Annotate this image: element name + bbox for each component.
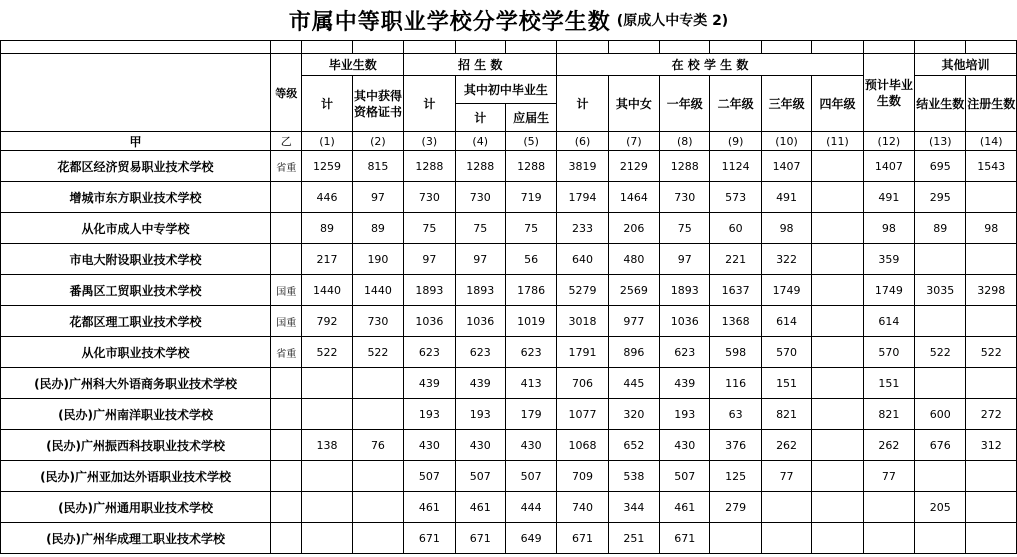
data-cell <box>812 523 863 554</box>
data-cell: 815 <box>352 151 403 182</box>
header-expected: 预计毕业生数 <box>863 54 914 132</box>
data-cell: 821 <box>863 399 914 430</box>
data-cell: 75 <box>505 213 556 244</box>
data-cell <box>761 523 811 554</box>
school-name: 从化市职业技术学校 <box>1 337 271 368</box>
data-cell: 706 <box>557 368 608 399</box>
school-level: 国重 <box>271 275 302 306</box>
data-cell: 573 <box>710 182 761 213</box>
data-cell: 1440 <box>352 275 403 306</box>
data-cell: 480 <box>608 244 659 275</box>
data-cell: 821 <box>761 399 811 430</box>
data-cell: 193 <box>455 399 505 430</box>
data-cell <box>966 244 1017 275</box>
page-title <box>0 0 1017 40</box>
data-cell <box>966 182 1017 213</box>
data-cell: 151 <box>761 368 811 399</box>
data-cell: 193 <box>404 399 455 430</box>
data-cell <box>710 523 761 554</box>
data-cell: 977 <box>608 306 659 337</box>
data-cell: 125 <box>710 461 761 492</box>
school-level <box>271 399 302 430</box>
data-cell: 2569 <box>608 275 659 306</box>
data-cell: 1036 <box>660 306 710 337</box>
data-cell: 1749 <box>761 275 811 306</box>
data-cell: 89 <box>302 213 352 244</box>
data-cell: 89 <box>915 213 966 244</box>
data-cell: 430 <box>404 430 455 461</box>
data-cell: 430 <box>660 430 710 461</box>
column-number: (3) <box>404 132 455 151</box>
school-level <box>271 244 302 275</box>
data-cell: 538 <box>608 461 659 492</box>
column-number: (14) <box>966 132 1017 151</box>
data-cell <box>761 492 811 523</box>
data-cell: 221 <box>710 244 761 275</box>
data-cell <box>966 306 1017 337</box>
data-cell: 598 <box>710 337 761 368</box>
data-cell: 3035 <box>915 275 966 306</box>
data-cell: 439 <box>455 368 505 399</box>
school-level <box>271 430 302 461</box>
data-cell <box>915 368 966 399</box>
school-level <box>271 492 302 523</box>
data-cell: 76 <box>352 430 403 461</box>
data-cell: 77 <box>863 461 914 492</box>
data-cell: 623 <box>455 337 505 368</box>
data-cell: 649 <box>505 523 556 554</box>
header-grade3: 三年级 <box>761 76 811 132</box>
data-cell: 507 <box>404 461 455 492</box>
data-cell <box>812 151 863 182</box>
data-cell: 205 <box>915 492 966 523</box>
data-cell: 262 <box>863 430 914 461</box>
school-name: (民办)广州南洋职业技术学校 <box>1 399 271 430</box>
data-cell <box>966 492 1017 523</box>
data-cell: 623 <box>404 337 455 368</box>
header-row-1 <box>1 54 1017 76</box>
header-grade4: 四年级 <box>812 76 863 132</box>
data-cell: 279 <box>710 492 761 523</box>
data-cell: 1124 <box>710 151 761 182</box>
data-cell: 461 <box>404 492 455 523</box>
data-cell <box>812 213 863 244</box>
header-graduates: 毕业生数 <box>302 54 404 76</box>
school-name: 市电大附设职业技术学校 <box>1 244 271 275</box>
data-cell <box>812 244 863 275</box>
data-cell: 522 <box>302 337 352 368</box>
data-cell: 430 <box>505 430 556 461</box>
header-registered: 注册生数 <box>966 76 1017 132</box>
data-cell: 671 <box>455 523 505 554</box>
data-cell: 709 <box>557 461 608 492</box>
data-cell: 491 <box>761 182 811 213</box>
column-number: (5) <box>505 132 556 151</box>
data-cell: 507 <box>455 461 505 492</box>
data-cell: 233 <box>557 213 608 244</box>
data-cell: 97 <box>404 244 455 275</box>
data-cell: 251 <box>608 523 659 554</box>
data-cell <box>352 461 403 492</box>
data-cell: 77 <box>761 461 811 492</box>
table-row <box>1 151 1017 182</box>
data-cell: 413 <box>505 368 556 399</box>
data-cell: 75 <box>660 213 710 244</box>
data-cell: 671 <box>404 523 455 554</box>
data-cell <box>812 430 863 461</box>
header-qualified: 其中获得资格证书 <box>352 76 403 132</box>
data-cell: 1543 <box>966 151 1017 182</box>
school-name: (民办)广州华成理工职业技术学校 <box>1 523 271 554</box>
header-enroll-total: 计 <box>404 76 455 132</box>
data-cell <box>352 399 403 430</box>
column-number: (13) <box>915 132 966 151</box>
data-cell <box>812 275 863 306</box>
school-level <box>271 461 302 492</box>
data-cell: 98 <box>863 213 914 244</box>
data-cell: 2129 <box>608 151 659 182</box>
data-cell <box>915 306 966 337</box>
data-cell: 3298 <box>966 275 1017 306</box>
data-cell: 89 <box>352 213 403 244</box>
data-cell: 60 <box>710 213 761 244</box>
data-cell <box>812 492 863 523</box>
header-junior-grads: 其中初中毕业生 <box>455 76 557 104</box>
header-yi: 乙 <box>271 132 302 151</box>
column-number: (7) <box>608 132 659 151</box>
data-cell: 151 <box>863 368 914 399</box>
data-cell: 570 <box>863 337 914 368</box>
data-cell: 322 <box>761 244 811 275</box>
data-cell <box>966 368 1017 399</box>
data-cell: 138 <box>302 430 352 461</box>
school-level <box>271 182 302 213</box>
data-cell: 461 <box>455 492 505 523</box>
data-cell: 3018 <box>557 306 608 337</box>
data-cell: 1407 <box>761 151 811 182</box>
data-cell: 719 <box>505 182 556 213</box>
data-cell: 75 <box>455 213 505 244</box>
data-cell <box>812 306 863 337</box>
student-table <box>0 40 1017 554</box>
header-junior-total: 计 <box>455 104 505 132</box>
table-row <box>1 492 1017 523</box>
data-cell: 570 <box>761 337 811 368</box>
data-cell: 507 <box>505 461 556 492</box>
data-cell: 98 <box>761 213 811 244</box>
data-cell <box>812 182 863 213</box>
data-cell: 730 <box>352 306 403 337</box>
data-cell: 439 <box>660 368 710 399</box>
column-number: (4) <box>455 132 505 151</box>
school-level: 省重 <box>271 337 302 368</box>
school-name: 从化市成人中专学校 <box>1 213 271 244</box>
data-cell <box>915 523 966 554</box>
data-cell: 1288 <box>660 151 710 182</box>
header-grad-total: 计 <box>302 76 352 132</box>
header-grade1: 一年级 <box>660 76 710 132</box>
data-cell <box>302 492 352 523</box>
school-name: 番禺区工贸职业技术学校 <box>1 275 271 306</box>
data-cell <box>302 368 352 399</box>
data-cell: 1893 <box>404 275 455 306</box>
header-jia: 甲 <box>1 132 271 151</box>
data-cell: 376 <box>710 430 761 461</box>
school-level <box>271 368 302 399</box>
data-cell: 97 <box>455 244 505 275</box>
data-cell: 623 <box>505 337 556 368</box>
table-row <box>1 399 1017 430</box>
data-cell: 312 <box>966 430 1017 461</box>
school-level: 国重 <box>271 306 302 337</box>
column-number: (12) <box>863 132 914 151</box>
data-cell <box>302 399 352 430</box>
data-cell <box>302 523 352 554</box>
data-cell <box>812 461 863 492</box>
data-cell <box>812 368 863 399</box>
data-cell: 1637 <box>710 275 761 306</box>
table-row <box>1 523 1017 554</box>
data-cell <box>352 368 403 399</box>
column-number: (1) <box>302 132 352 151</box>
school-name: (民办)广州亚加达外语职业技术学校 <box>1 461 271 492</box>
data-cell: 116 <box>710 368 761 399</box>
column-number: (11) <box>812 132 863 151</box>
data-cell: 671 <box>660 523 710 554</box>
school-name: 花都区理工职业技术学校 <box>1 306 271 337</box>
data-cell: 75 <box>404 213 455 244</box>
header-school-total: 计 <box>557 76 608 132</box>
data-cell: 522 <box>915 337 966 368</box>
header-other-training: 其他培训 <box>915 54 1017 76</box>
data-cell: 272 <box>966 399 1017 430</box>
data-cell <box>812 337 863 368</box>
data-cell: 344 <box>608 492 659 523</box>
data-cell: 652 <box>608 430 659 461</box>
data-cell: 461 <box>660 492 710 523</box>
column-number: (2) <box>352 132 403 151</box>
title-row <box>0 0 1017 40</box>
data-cell: 1036 <box>404 306 455 337</box>
data-cell: 1068 <box>557 430 608 461</box>
data-cell <box>863 492 914 523</box>
data-cell: 97 <box>660 244 710 275</box>
data-cell: 792 <box>302 306 352 337</box>
data-cell: 1288 <box>455 151 505 182</box>
data-cell: 1019 <box>505 306 556 337</box>
header-level: 等级 <box>271 54 302 132</box>
data-cell: 1791 <box>557 337 608 368</box>
data-cell: 522 <box>352 337 403 368</box>
data-cell: 600 <box>915 399 966 430</box>
data-cell: 179 <box>505 399 556 430</box>
table-row <box>1 337 1017 368</box>
data-cell <box>302 461 352 492</box>
school-level: 省重 <box>271 151 302 182</box>
title-main: 市属中等职业学校分学校学生数 <box>288 9 611 35</box>
gap-row <box>1 41 1017 54</box>
data-cell: 623 <box>660 337 710 368</box>
table-row <box>1 275 1017 306</box>
table-row <box>1 461 1017 492</box>
data-cell: 614 <box>761 306 811 337</box>
data-cell: 444 <box>505 492 556 523</box>
data-cell: 217 <box>302 244 352 275</box>
school-name: (民办)广州科大外语商务职业技术学校 <box>1 368 271 399</box>
data-cell: 320 <box>608 399 659 430</box>
data-cell: 676 <box>915 430 966 461</box>
data-cell <box>966 523 1017 554</box>
column-number: (9) <box>710 132 761 151</box>
data-cell: 206 <box>608 213 659 244</box>
data-cell: 740 <box>557 492 608 523</box>
data-cell: 491 <box>863 182 914 213</box>
data-cell <box>915 461 966 492</box>
data-cell: 430 <box>455 430 505 461</box>
header-completed: 结业生数 <box>915 76 966 132</box>
data-cell: 640 <box>557 244 608 275</box>
data-cell: 1464 <box>608 182 659 213</box>
school-level <box>271 523 302 554</box>
header-in-school: 在 校 学 生 数 <box>557 54 863 76</box>
data-cell: 1368 <box>710 306 761 337</box>
data-cell: 1288 <box>404 151 455 182</box>
column-number-row <box>1 132 1017 151</box>
data-cell: 193 <box>660 399 710 430</box>
data-cell: 730 <box>404 182 455 213</box>
data-cell: 1036 <box>455 306 505 337</box>
column-number: (8) <box>660 132 710 151</box>
data-cell: 262 <box>761 430 811 461</box>
data-cell: 695 <box>915 151 966 182</box>
data-cell: 1794 <box>557 182 608 213</box>
data-cell <box>352 492 403 523</box>
data-cell: 1440 <box>302 275 352 306</box>
data-cell: 97 <box>352 182 403 213</box>
data-cell: 56 <box>505 244 556 275</box>
data-cell: 896 <box>608 337 659 368</box>
school-name: 花都区经济贸易职业技术学校 <box>1 151 271 182</box>
data-cell: 730 <box>660 182 710 213</box>
title-subtitle: (原成人中专类 2) <box>616 13 729 29</box>
data-cell: 614 <box>863 306 914 337</box>
table-row <box>1 213 1017 244</box>
data-cell: 1893 <box>660 275 710 306</box>
column-number: (6) <box>557 132 608 151</box>
data-cell: 1259 <box>302 151 352 182</box>
data-cell: 359 <box>863 244 914 275</box>
table-row <box>1 306 1017 337</box>
data-cell: 1893 <box>455 275 505 306</box>
school-name: (民办)广州通用职业技术学校 <box>1 492 271 523</box>
data-cell: 5279 <box>557 275 608 306</box>
data-cell: 445 <box>608 368 659 399</box>
table-row <box>1 182 1017 213</box>
data-cell: 522 <box>966 337 1017 368</box>
data-cell: 730 <box>455 182 505 213</box>
header-blank <box>1 54 271 132</box>
header-fresh-grads: 应届生 <box>505 104 556 132</box>
data-cell: 1407 <box>863 151 914 182</box>
data-cell: 1077 <box>557 399 608 430</box>
table-row <box>1 430 1017 461</box>
data-cell <box>812 399 863 430</box>
header-grade2: 二年级 <box>710 76 761 132</box>
data-cell: 671 <box>557 523 608 554</box>
data-cell: 190 <box>352 244 403 275</box>
school-level <box>271 213 302 244</box>
data-cell <box>352 523 403 554</box>
school-name: 增城市东方职业技术学校 <box>1 182 271 213</box>
data-cell <box>863 523 914 554</box>
data-cell: 507 <box>660 461 710 492</box>
header-enrollment: 招 生 数 <box>404 54 557 76</box>
header-female: 其中女 <box>608 76 659 132</box>
column-number: (10) <box>761 132 811 151</box>
data-cell: 63 <box>710 399 761 430</box>
data-cell: 446 <box>302 182 352 213</box>
table-row <box>1 368 1017 399</box>
data-cell: 1288 <box>505 151 556 182</box>
data-cell: 98 <box>966 213 1017 244</box>
school-name: (民办)广州振西科技职业技术学校 <box>1 430 271 461</box>
data-cell <box>966 461 1017 492</box>
data-cell: 295 <box>915 182 966 213</box>
data-cell <box>915 244 966 275</box>
data-cell: 439 <box>404 368 455 399</box>
data-cell: 3819 <box>557 151 608 182</box>
data-cell: 1786 <box>505 275 556 306</box>
table-row <box>1 244 1017 275</box>
data-cell: 1749 <box>863 275 914 306</box>
